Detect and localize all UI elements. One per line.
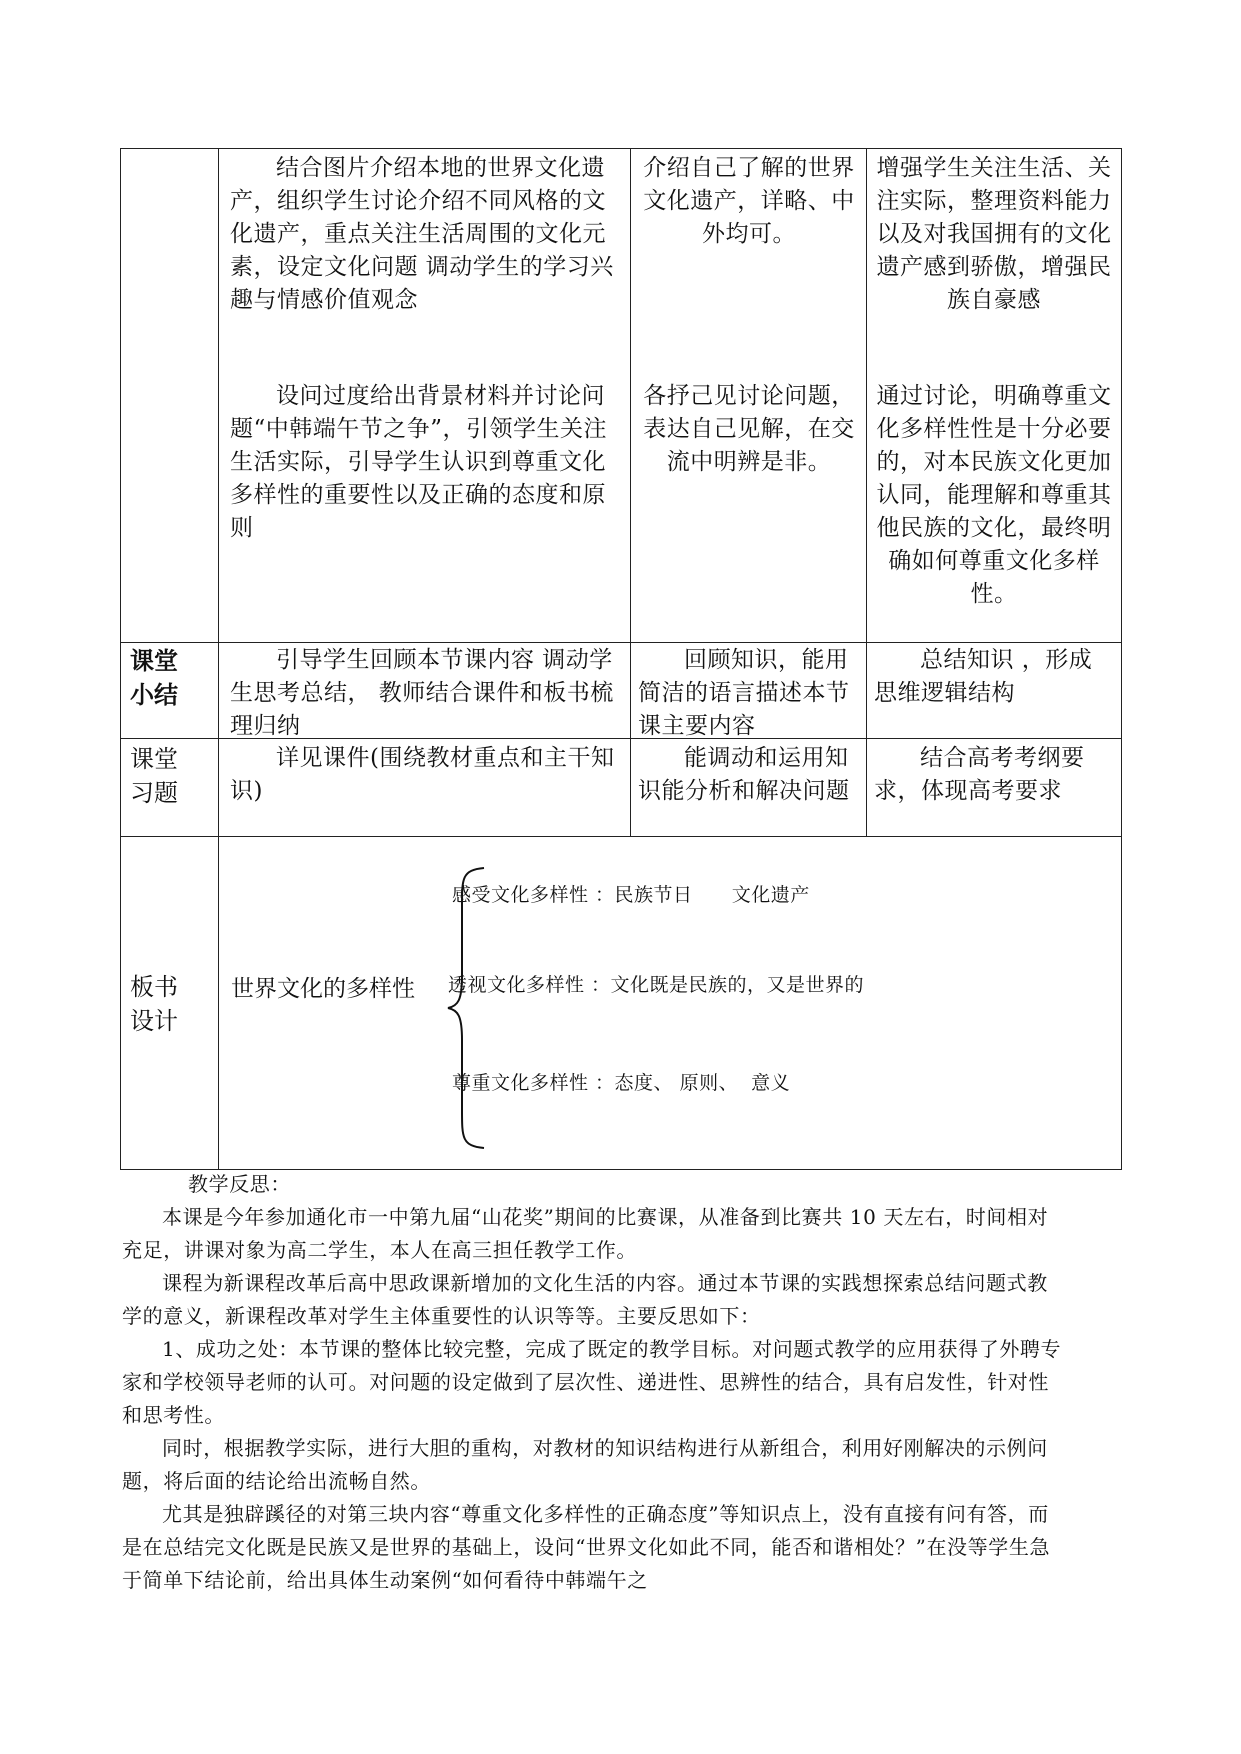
board-label <box>130 970 200 1038</box>
teacher-activity-2 <box>230 380 625 545</box>
reflection-paragraph: 尤其是独辟蹊径的对第三块内容“尊重文化多样性的正确态度”等知识点上，没有直接有问有答，而是在总结完文化既是民族又是世界的基础上，设问“世界文化如此不同，能否和谐相处？”在没等学生急于简单下结论前，给出具体生动案例“如何看待中韩端午之 <box>122 1502 1051 1592</box>
col-divider <box>630 148 631 836</box>
student-activity-1 <box>638 152 860 251</box>
summary-student <box>638 644 860 743</box>
exercise-teacher <box>230 742 625 808</box>
exercise-intent-text: 结合高考考纲要求，体现高考要求 <box>874 745 1085 804</box>
reflection-heading: 教学反思： <box>188 1172 291 1196</box>
summary-intent <box>874 644 1114 710</box>
design-intent-1 <box>874 152 1114 317</box>
col-divider <box>1121 148 1122 1170</box>
exercise-label-line2: 习题 <box>130 779 178 807</box>
summary-intent-text: 总结知识 ，形成思维逻辑结构 <box>874 647 1093 706</box>
student-activity-2 <box>638 380 860 479</box>
reflection-body <box>122 1201 1063 1597</box>
reflection-paragraph: 同时，根据教学实际，进行大胆的重构，对教材的知识结构进行从新组合，利用好刚解决的示例问题，将后面的结论给出流畅自然。 <box>122 1436 1048 1493</box>
board-label-line1: 板书 <box>130 973 178 1001</box>
col-divider <box>218 148 219 1170</box>
summary-label-line1: 课堂 <box>130 646 178 675</box>
board-item-3: 尊重文化多样性 ：态度、 原则、 意义 <box>452 1072 791 1094</box>
summary-label <box>130 644 200 712</box>
teaching-reflection <box>188 1168 1060 1201</box>
curly-brace-icon <box>446 866 488 1150</box>
board-label-line2: 设计 <box>130 1007 178 1035</box>
student-activity-1-text: 介绍自己了解的世界文化遗产，详略、中外均可。 <box>643 155 855 247</box>
lesson-plan-table <box>120 148 1122 1170</box>
reflection-paragraph: 1、成功之处：本节课的整体比较完整，完成了既定的教学目标。对问题式教学的应用获得了外聘专家和学校领导老师的认可。对问题的设定做到了层次性、递进性、思辨性的结合，具有启发性，针对性和思考性。 <box>122 1337 1062 1427</box>
board-item-1: 感受文化多样性 ：民族节日 文化遗产 <box>452 884 810 906</box>
row-divider <box>120 642 1122 643</box>
design-intent-2-text: 通过讨论，明确尊重文化多样性性是十分必要的，对本民族文化更加认同，能理解和尊重其他民族的文化，最终明确如何尊重文化多样性。 <box>876 383 1112 607</box>
col-divider <box>866 148 867 836</box>
design-intent-1-text: 增强学生关注生活、关注实际，整理资料能力以及对我国拥有的文化遗产感到骄傲，增强民族自豪感 <box>876 155 1112 313</box>
row-divider <box>120 836 1122 837</box>
board-title: 世界文化的多样性 <box>231 976 415 1002</box>
teacher-activity-1 <box>230 152 625 317</box>
row-divider <box>120 148 1122 149</box>
teacher-activity-2-text: 设问过度给出背景材料并讨论问题“中韩端午节之争”，引领学生关注生活实际，引导学生认识到尊重文化多样性的重要性以及正确的态度和原则 <box>230 383 608 541</box>
reflection-paragraph: 课程为新课程改革后高中思政课新增加的文化生活的内容。通过本节课的实践想探索总结问题式教学的意义，新课程改革对学生主体重要性的认识等等。主要反思如下： <box>122 1271 1048 1328</box>
summary-label-line2: 小结 <box>130 680 178 709</box>
exercise-label-line1: 课堂 <box>130 745 178 773</box>
exercise-label <box>130 742 200 810</box>
exercise-intent <box>874 742 1114 808</box>
summary-teacher <box>230 644 625 743</box>
design-intent-2 <box>874 380 1114 611</box>
teacher-activity-1-text: 结合图片介绍本地的世界文化遗产，组织学生讨论介绍不同风格的文化遗产，重点关注生活周围的文化元素，设定文化问题 调动学生的学习兴趣与情感价值观念 <box>230 155 614 313</box>
col-divider <box>120 148 121 1170</box>
exercise-student-text: 能调动和运用知识能分析和解决问题 <box>638 745 850 804</box>
exercise-teacher-text: 详见课件(围绕教材重点和主干知识) <box>230 745 615 804</box>
exercise-student <box>638 742 860 808</box>
student-activity-2-text: 各抒己见讨论问题，表达自己见解，在交流中明辨是非。 <box>643 383 855 475</box>
board-item-2: 透视文化多样性 ：文化既是民族的，又是世界的 <box>448 974 865 996</box>
reflection-paragraph: 本课是今年参加通化市一中第九届“山花奖”期间的比赛课，从准备到比赛共 10 天左右，时间相对充足，讲课对象为高二学生，本人在高三担任教学工作。 <box>122 1205 1049 1262</box>
summary-student-text: 回顾知识，能用简洁的语言描述本节课主要内容 <box>638 647 850 739</box>
summary-teacher-text: 引导学生回顾本节课内容 调动学生思考总结， 教师结合课件和板书梳理归纳 <box>230 647 614 739</box>
